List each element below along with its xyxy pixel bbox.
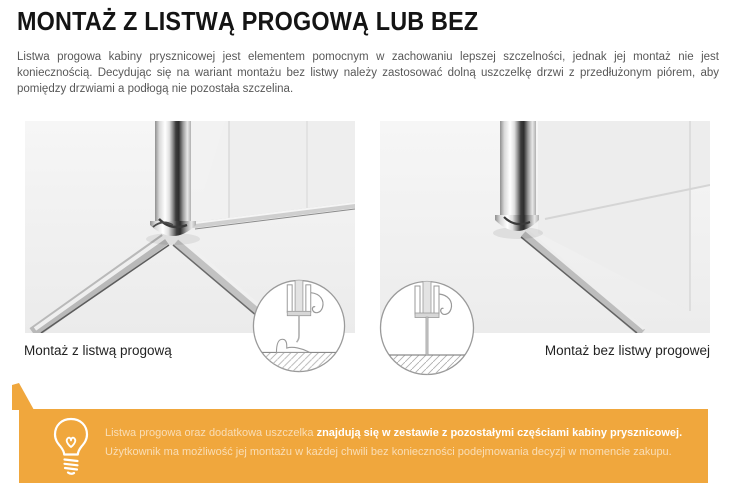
note-banner bbox=[19, 409, 708, 483]
note-line-2: Użytkownik ma możliwość jej montażu w każdej chwili bez konieczności podejmowania decyzji w momencie zakupu. bbox=[105, 446, 672, 458]
ribbon-tab-shape bbox=[12, 383, 34, 410]
caption-without-strip: Montaż bez listwy progowej bbox=[544, 343, 710, 358]
extended-seal-fin bbox=[426, 317, 428, 355]
page-title: MONTAŻ Z LISTWĄ PROGOWĄ LUB BEZ bbox=[17, 6, 479, 36]
note-line-1 bbox=[105, 424, 695, 443]
chrome-hinge-pillar bbox=[493, 121, 543, 239]
note-ribbon-tab bbox=[12, 383, 34, 410]
note-regular-text: Listwa progowa oraz dodatkowa uszczelka bbox=[105, 427, 314, 439]
seal-with-strip-inset-diagram bbox=[250, 277, 348, 375]
note-text bbox=[105, 424, 695, 462]
intro-paragraph: Listwa progowa kabiny prysznicowej jest elementem pomocnym w zachowaniu lepszej szczelności, jednak jej montaż nie jest koniecznością. Decydując się na wariant montażu bez listwy należy zastosować dolną uszczelkę drzwi z przedłużonym piórem, aby pomiędzy drzwiami a podłogą nie pozostała szczelina. bbox=[17, 51, 719, 95]
lightbulb-icon bbox=[49, 416, 93, 476]
seal-without-strip-inset-diagram bbox=[377, 278, 477, 378]
glass-panel bbox=[190, 121, 229, 229]
note-bold-text: znajdują się w zestawie z pozostałymi częściami kabiny prysznicowej. bbox=[316, 427, 683, 439]
caption-with-strip: Montaż z listwą progową bbox=[24, 343, 172, 358]
